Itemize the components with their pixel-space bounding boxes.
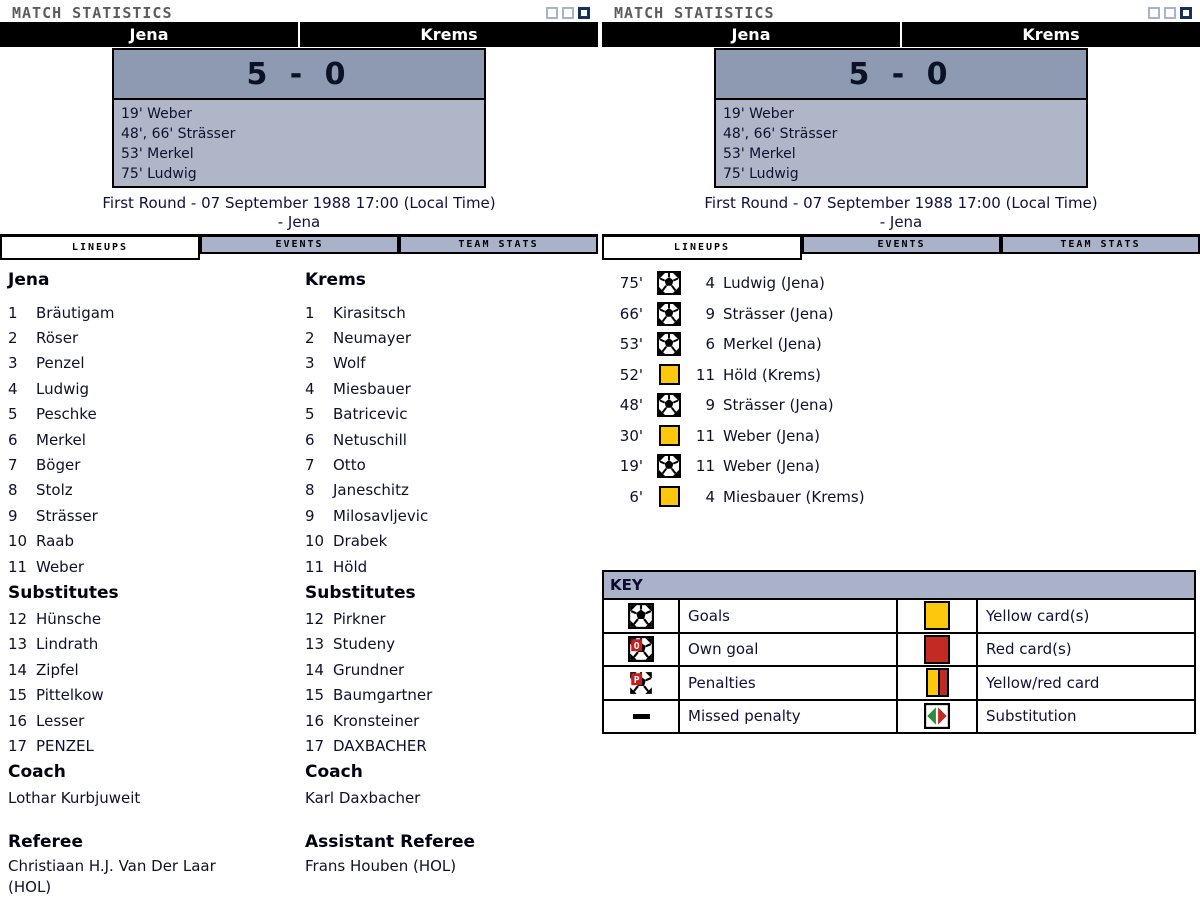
assistant-referee-block xyxy=(305,832,597,877)
player-row xyxy=(305,529,597,554)
svg-text:P: P xyxy=(633,674,640,686)
event-player-name: Merkel (Jena) xyxy=(723,335,822,354)
event-player-name: Miesbauer (Krems) xyxy=(723,487,865,506)
svg-text:O: O xyxy=(633,641,640,653)
key-label: Own goal xyxy=(680,634,896,666)
player-name: Peschke xyxy=(36,405,97,424)
event-list xyxy=(602,268,1200,512)
red-card-icon xyxy=(898,634,976,666)
page-title: MATCH STATISTICS xyxy=(614,3,775,22)
player-row xyxy=(8,452,300,477)
home-team-name: Jena xyxy=(0,22,300,47)
goal-icon xyxy=(657,271,681,295)
scorers-list xyxy=(112,100,486,188)
player-name: Höld xyxy=(333,557,368,576)
player-row xyxy=(8,300,300,325)
player-number: 8 xyxy=(8,481,18,500)
player-number: 14 xyxy=(8,660,28,679)
tab-events[interactable]: EVENTS xyxy=(802,237,1001,254)
player-name: Bräutigam xyxy=(36,303,115,322)
player-number: 3 xyxy=(305,354,315,373)
match-panel-lineups xyxy=(0,0,598,897)
team-header-bar xyxy=(602,22,1200,47)
player-row xyxy=(8,325,300,350)
player-name: Baumgartner xyxy=(333,686,433,705)
scorer-entry: 48', 66' Strässer xyxy=(723,126,838,142)
player-name: Batricevic xyxy=(333,405,408,424)
match-info xyxy=(0,188,598,234)
scorer-entry: 48', 66' Strässer xyxy=(121,126,236,142)
coach-heading: Coach xyxy=(8,762,66,783)
player-name: Zipfel xyxy=(36,660,79,679)
yellow-card-icon xyxy=(657,485,681,509)
player-name: Otto xyxy=(333,456,366,475)
player-name: Janeschitz xyxy=(333,481,409,500)
event-player-name: Strässer (Jena) xyxy=(723,396,834,415)
player-number: 8 xyxy=(305,481,315,500)
title-row xyxy=(602,0,1200,22)
player-number: 1 xyxy=(8,303,18,322)
referee-heading: Referee xyxy=(8,832,83,853)
substitute-row xyxy=(8,657,300,682)
event-row xyxy=(602,482,1200,513)
player-row xyxy=(8,478,300,503)
player-number: 12 xyxy=(305,609,325,628)
key-table xyxy=(602,570,1196,734)
player-number: 2 xyxy=(8,329,18,348)
substitutes-heading: Substitutes xyxy=(305,582,416,603)
scorer-entry: 53' Merkel xyxy=(723,146,796,162)
scorers-list xyxy=(714,100,1088,188)
player-row xyxy=(305,300,597,325)
substitute-row xyxy=(8,606,300,631)
player-name: Röser xyxy=(36,329,79,348)
key-heading: KEY xyxy=(604,572,1194,598)
event-player-number: 4 xyxy=(705,487,715,506)
player-name: Stolz xyxy=(36,481,73,500)
match-info xyxy=(602,188,1200,234)
title-row xyxy=(0,0,598,22)
player-row xyxy=(305,351,597,376)
event-player-name: Strässer (Jena) xyxy=(723,304,834,323)
player-name: Kirasitsch xyxy=(333,303,406,322)
event-row xyxy=(602,299,1200,330)
scorer-entry: 53' Merkel xyxy=(121,146,194,162)
referee-block xyxy=(8,832,300,897)
event-player-number: 6 xyxy=(705,335,715,354)
substitute-row xyxy=(8,733,300,758)
key-label: Red card(s) xyxy=(978,634,1194,666)
player-number: 13 xyxy=(8,635,28,654)
player-name: Wolf xyxy=(333,354,366,373)
event-player-number: 4 xyxy=(705,274,715,293)
event-time: 52' xyxy=(619,365,643,384)
event-time: 30' xyxy=(619,426,643,445)
substitute-row xyxy=(8,682,300,707)
player-name: DAXBACHER xyxy=(333,736,427,755)
player-number: 12 xyxy=(8,609,28,628)
player-row xyxy=(8,427,300,452)
page-title: MATCH STATISTICS xyxy=(12,3,173,22)
player-number: 14 xyxy=(305,660,325,679)
player-number: 9 xyxy=(305,506,315,525)
own-goal-icon xyxy=(604,634,678,666)
player-number: 16 xyxy=(305,711,325,730)
tab-events[interactable]: EVENTS xyxy=(200,237,399,254)
coach-row xyxy=(305,786,597,811)
player-row xyxy=(8,402,300,427)
tab-bar xyxy=(0,234,598,261)
event-time: 19' xyxy=(619,457,643,476)
event-player-name: Höld (Krems) xyxy=(723,365,821,384)
substitute-row xyxy=(8,708,300,733)
player-row xyxy=(305,325,597,350)
substitute-row xyxy=(305,733,597,758)
event-row xyxy=(602,268,1200,299)
player-name: Merkel xyxy=(36,430,86,449)
player-row xyxy=(8,376,300,401)
player-name: Neumayer xyxy=(333,329,412,348)
player-number: 6 xyxy=(8,430,18,449)
window-box-icon[interactable] xyxy=(1164,7,1176,19)
match-info-line2: - Jena xyxy=(277,213,321,231)
player-row xyxy=(8,503,300,528)
home-team-name: Jena xyxy=(602,22,902,47)
player-number: 4 xyxy=(8,379,18,398)
player-number: 9 xyxy=(8,506,18,525)
goal-icon xyxy=(657,454,681,478)
player-name: Pittelkow xyxy=(36,686,104,705)
coach-name: Karl Daxbacher xyxy=(305,789,421,808)
key-label: Substitution xyxy=(978,701,1194,733)
player-number: 6 xyxy=(305,430,315,449)
player-number: 17 xyxy=(305,736,325,755)
tab-lineups[interactable]: LINEUPS xyxy=(0,237,200,260)
yellow-card-icon xyxy=(657,424,681,448)
player-row xyxy=(305,402,597,427)
tab-team-stats[interactable]: TEAM STATS xyxy=(399,237,598,254)
key-label: Missed penalty xyxy=(680,701,896,733)
substitute-row xyxy=(305,682,597,707)
substitute-row xyxy=(305,606,597,631)
yellow-card-icon xyxy=(898,600,976,632)
player-name: Strässer xyxy=(36,506,98,525)
event-player-number: 9 xyxy=(705,304,715,323)
coach-row xyxy=(8,786,300,811)
window-box-active-icon[interactable] xyxy=(1180,7,1192,19)
player-name: Miesbauer xyxy=(333,379,411,398)
player-number: 4 xyxy=(305,379,315,398)
missed-penalty-icon xyxy=(604,701,678,733)
event-player-name: Ludwig (Jena) xyxy=(723,274,825,293)
assistant-referee-name: Frans Houben (HOL) xyxy=(305,857,457,876)
event-time: 53' xyxy=(619,335,643,354)
event-player-number: 11 xyxy=(695,365,715,384)
event-time: 66' xyxy=(619,304,643,323)
player-name: Weber xyxy=(36,557,85,576)
player-number: 7 xyxy=(8,456,18,475)
lineup-team-heading: Krems xyxy=(305,270,366,290)
window-buttons xyxy=(1148,7,1192,19)
player-row xyxy=(305,376,597,401)
substitution-icon xyxy=(898,701,976,733)
tab-lineups[interactable]: LINEUPS xyxy=(602,237,802,260)
substitute-row xyxy=(305,708,597,733)
event-row xyxy=(602,451,1200,482)
goal-icon xyxy=(657,302,681,326)
event-player-number: 11 xyxy=(695,457,715,476)
tab-bar xyxy=(602,234,1200,261)
lineup-team-heading: Jena xyxy=(8,270,50,290)
player-name: Hünsche xyxy=(36,609,102,628)
coach-heading: Coach xyxy=(305,762,363,783)
score: 5 - 0 xyxy=(714,48,1088,100)
key-label: Yellow/red card xyxy=(978,667,1194,699)
match-panel-events xyxy=(602,0,1200,897)
window-box-icon[interactable] xyxy=(546,7,558,19)
penalty-icon xyxy=(604,667,678,699)
player-name: Raab xyxy=(36,532,74,551)
player-row xyxy=(305,478,597,503)
player-name: Ludwig xyxy=(36,379,90,398)
player-row xyxy=(305,427,597,452)
player-name: Lindrath xyxy=(36,635,99,654)
event-time: 48' xyxy=(619,396,643,415)
referee-name: Christiaan H.J. Van Der Laar (HOL) xyxy=(8,857,216,897)
event-row xyxy=(602,421,1200,452)
player-number: 10 xyxy=(8,532,28,551)
player-number: 5 xyxy=(305,405,315,424)
player-name: Böger xyxy=(36,456,81,475)
tab-team-stats[interactable]: TEAM STATS xyxy=(1001,237,1200,254)
substitute-row xyxy=(305,657,597,682)
event-player-number: 11 xyxy=(695,426,715,445)
team-header-bar xyxy=(0,22,598,47)
goal-icon xyxy=(604,600,678,632)
scorer-entry: 75' Ludwig xyxy=(121,166,197,182)
window-buttons xyxy=(546,7,590,19)
window-box-icon[interactable] xyxy=(562,7,574,19)
event-row xyxy=(602,329,1200,360)
key-label: Penalties xyxy=(680,667,896,699)
event-player-number: 9 xyxy=(705,396,715,415)
player-number: 10 xyxy=(305,532,325,551)
player-row xyxy=(305,452,597,477)
goal-icon xyxy=(657,332,681,356)
away-lineup-column xyxy=(305,270,597,877)
player-number: 13 xyxy=(305,635,325,654)
player-row xyxy=(8,529,300,554)
yellow-red-card-icon xyxy=(898,667,976,699)
player-row xyxy=(305,503,597,528)
player-row xyxy=(8,554,300,579)
goal-icon xyxy=(657,393,681,417)
player-name: Milosavljevic xyxy=(333,506,429,525)
player-number: 7 xyxy=(305,456,315,475)
assistant-referee-heading: Assistant Referee xyxy=(305,832,476,853)
key-label: Goals xyxy=(680,600,896,632)
player-number: 3 xyxy=(8,354,18,373)
player-name: Grundner xyxy=(333,660,405,679)
player-number: 15 xyxy=(8,686,28,705)
yellow-card-icon xyxy=(657,363,681,387)
window-box-icon[interactable] xyxy=(1148,7,1160,19)
away-team-name: Krems xyxy=(420,25,478,44)
player-number: 11 xyxy=(305,557,325,576)
player-name: Kronsteiner xyxy=(333,711,420,730)
player-row xyxy=(305,554,597,579)
key-label: Yellow card(s) xyxy=(978,600,1194,632)
player-name: Pirkner xyxy=(333,609,386,628)
match-info-line2: - Jena xyxy=(879,213,923,231)
player-number: 17 xyxy=(8,736,28,755)
match-info-line1: First Round - 07 September 1988 17:00 (Local Time) xyxy=(102,194,496,212)
coach-name: Lothar Kurbjuweit xyxy=(8,789,141,808)
scorer-entry: 75' Ludwig xyxy=(723,166,799,182)
substitute-row xyxy=(8,632,300,657)
window-box-active-icon[interactable] xyxy=(578,7,590,19)
event-time: 6' xyxy=(629,487,643,506)
player-number: 11 xyxy=(8,557,28,576)
player-number: 15 xyxy=(305,686,325,705)
player-number: 2 xyxy=(305,329,315,348)
player-number: 16 xyxy=(8,711,28,730)
player-name: Drabek xyxy=(333,532,388,551)
event-player-name: Weber (Jena) xyxy=(723,426,820,445)
event-player-name: Weber (Jena) xyxy=(723,457,820,476)
scorer-entry: 19' Weber xyxy=(723,106,795,122)
substitutes-heading: Substitutes xyxy=(8,582,119,603)
player-name: Netuschill xyxy=(333,430,407,449)
event-row xyxy=(602,360,1200,391)
away-team-name: Krems xyxy=(1022,25,1080,44)
scorer-entry: 19' Weber xyxy=(121,106,193,122)
player-row xyxy=(8,351,300,376)
player-name: Lesser xyxy=(36,711,85,730)
score: 5 - 0 xyxy=(112,48,486,100)
player-number: 5 xyxy=(8,405,18,424)
player-name: Studeny xyxy=(333,635,396,654)
match-info-line1: First Round - 07 September 1988 17:00 (Local Time) xyxy=(704,194,1098,212)
event-row xyxy=(602,390,1200,421)
event-time: 75' xyxy=(619,274,643,293)
player-number: 1 xyxy=(305,303,315,322)
player-name: Penzel xyxy=(36,354,85,373)
home-lineup-column xyxy=(8,270,300,897)
substitute-row xyxy=(305,632,597,657)
player-name: PENZEL xyxy=(36,736,94,755)
